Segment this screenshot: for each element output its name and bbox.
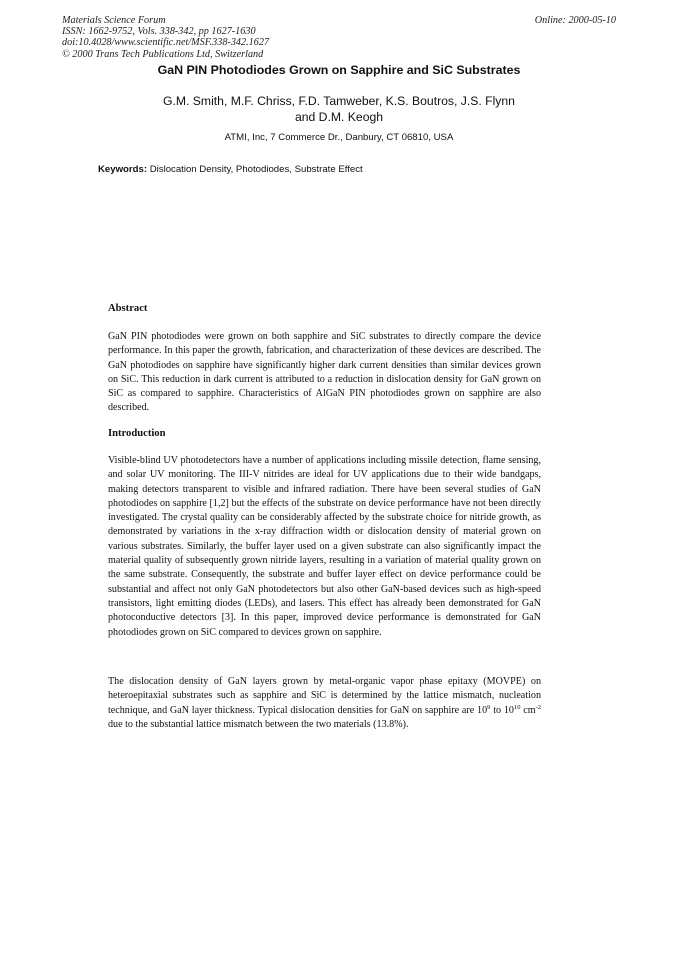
para2-text-end: due to the substantial lattice mismatch between the two materials (13.8%).	[108, 718, 409, 730]
intro-paragraph-2	[108, 675, 541, 732]
exponent-minus-2: -2	[535, 703, 541, 711]
abstract-text: GaN PIN photodiodes were grown on both sapphire and SiC substrates to directly compare the device performance. In this paper the growth, fabrication, and characterization of these devices are described. The GaN photodiodes on sapphire have significantly higher dark current densities than similar devices grown on SiC. This reduction in dark current is attributed to a reduction in dislocation density for GaN grown on SiC as compared to sapphire. Characteristics of AlGaN PIN photodiodes grown on sapphire are also described.	[108, 331, 541, 414]
keywords-label: Keywords:	[98, 164, 148, 175]
authors-line-2: and D.M. Keogh	[294, 109, 384, 124]
keywords-line	[98, 164, 363, 175]
intro-paragraph-1: Visible-blind UV photodetectors have a number of applications including missile detection, flame sensing, and solar UV monitoring. The III-V nitrides are ideal for UV applications due to their wide bandgaps, making detectors transparent to visible and infrared radiation. There have been several studies of GaN photodiodes on sapphire [1,2] but the effects of the substrate on device performance have not been directly investigated. The crystal quality can be considerably affected by the substrate choice for nitride growth, as demonstrated by variations in the x-ray diffraction width or dislocation density of material grown on various substrates. Similarly, the buffer layer used on a given substrate can also significantly impact the material quality of subsequently grown nitride layers, resulting in a variation of material quality grown on the same substrate. Consequently, the substrate and buffer layer effect on device performance could be substantial and affect not only GaN photodetectors but also other GaN-based devices such as high-speed transistors, light emitting diodes (LEDs), and lasers. This effect has already been demonstrated for GaN photoconductive detectors [3]. In this paper, improved device performance is demonstrated for GaN photodiodes grown on SiC compared to devices grown on sapphire.	[108, 455, 541, 638]
exponent-9: 9	[487, 703, 491, 711]
affiliation: ATMI, Inc, 7 Commerce Dr., Danbury, CT 06810, USA	[224, 132, 454, 143]
online-date: Online: 2000-05-10	[534, 15, 616, 26]
authors-line-1: G.M. Smith, M.F. Chriss, F.D. Tamweber, K.S. Boutros, J.S. Flynn	[163, 94, 515, 108]
para2-text-mid1: to 10	[490, 704, 514, 716]
paper-title: GaN PIN Photodiodes Grown on Sapphire and SiC Substrates	[157, 63, 521, 77]
journal-name: Materials Science Forum	[62, 15, 166, 26]
para2-text-start: The dislocation density of GaN layers grown by metal-organic vapor phase epitaxy (MOVPE) on heteroepitaxial substrates such as sapphire and SiC is determined by the lattice mismatch, nucleation technique, and GaN layer thickness. Typical dislocation densities for GaN on sapphire are 10	[108, 676, 541, 716]
doi-line: doi:10.4028/www.scientific.net/MSF.338-342.1627	[62, 37, 270, 49]
copyright-line: © 2000 Trans Tech Publications Ltd, Switzerland	[62, 48, 264, 60]
author-list	[100, 94, 578, 125]
para2-text-mid2: cm	[520, 704, 536, 716]
keywords-text: Dislocation Density, Photodiodes, Substrate Effect	[149, 164, 363, 175]
abstract-heading: Abstract	[108, 303, 148, 314]
exponent-10: 10	[513, 703, 521, 711]
issn-line: ISSN: 1662-9752, Vols. 338-342, pp 1627-1630	[62, 26, 256, 38]
introduction-heading: Introduction	[108, 428, 166, 439]
journal-info	[62, 15, 269, 60]
